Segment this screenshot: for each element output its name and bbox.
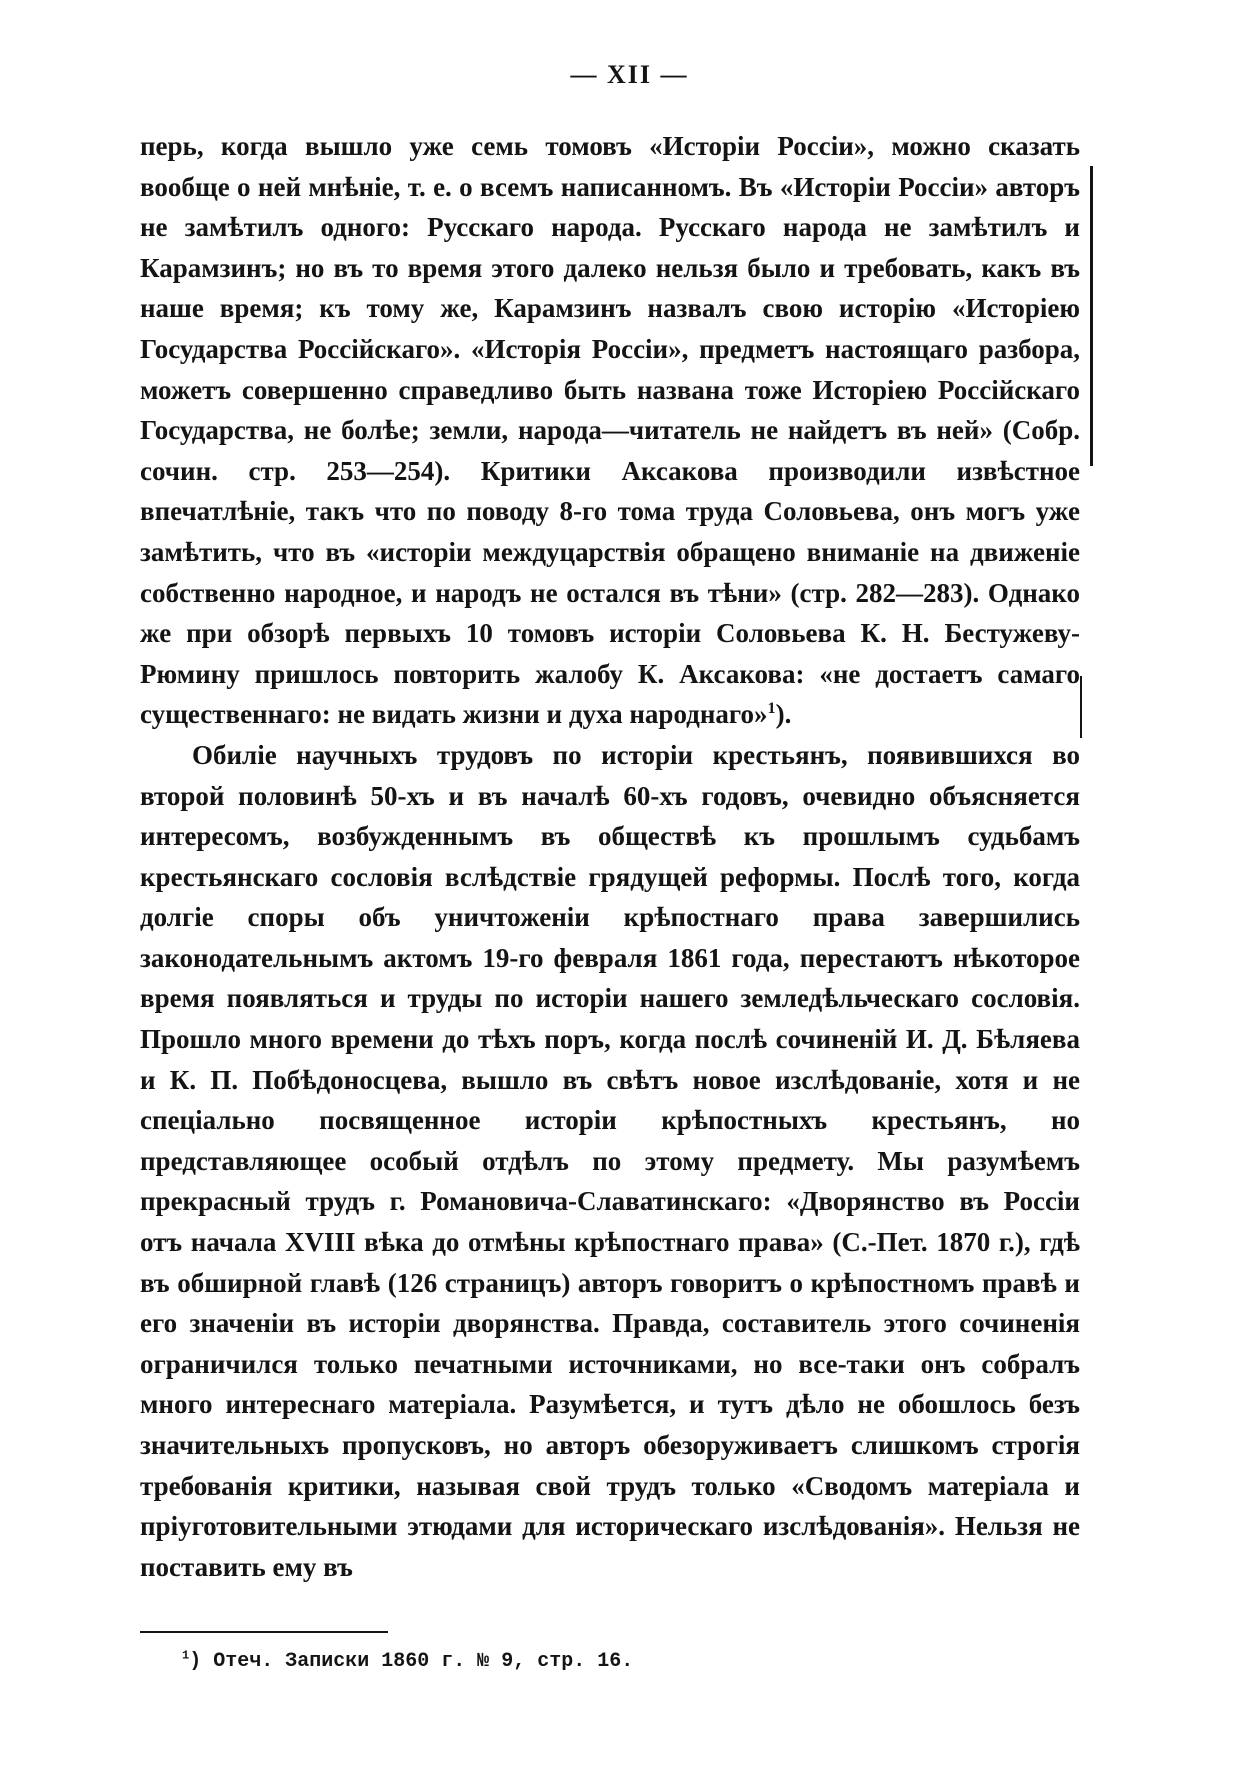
paragraph-closing: ). xyxy=(775,699,792,730)
footnote-divider xyxy=(140,1631,388,1633)
paragraph-text: перь, когда вышло уже семь томовъ «Исторіи Россіи», можно сказать вообще о ней мнѣніе, т. е. о всемъ написанномъ. Въ «Исторіи Россіи» авторъ не замѣтилъ одного: Русскаго народа. Русскаго народа не замѣтилъ и Карамзинъ; но въ то время этого далеко нельзя было и требовать, какъ въ наше время; къ тому же, Карамзинъ назвалъ свою исторію «Исторіею Государства Россійскаго». «Исторія Россіи», предметъ настоящаго разбора, можетъ совершенно справедливо быть названа тоже Исторіею Россійскаго Государства, не болѣе; земли, народа—читатель не найдетъ въ ней» (Собр. сочин. стр. 253—254). Критики Аксакова производили извѣстное впечатлѣніе, такъ что по поводу 8-го тома труда Соловьева, онъ могъ уже замѣтить, что въ «исторіи междуцарствія обращено вниманіе на движеніе собственно народное, и народъ не остался въ тѣни» (стр. 282—283). Однако же при обзорѣ первыхъ 10 томовъ исторіи Соловьева К. Н. Бестужеву-Рюмину пришлось повторить жалобу К. Аксакова: «не достаетъ самаго существеннаго: не видать жизни и духа народнаго» xyxy=(140,131,1080,730)
paragraph-text: Обиліе научныхъ трудовъ по исторіи крестьянъ, появившихся во второй половинѣ 50-хъ и въ началѣ 60-хъ годовъ, очевидно объясняется интересомъ, возбужденнымъ въ обществѣ къ прошлымъ судьбамъ крестьянскаго сословія вслѣдствіе грядущей реформы. Послѣ того, когда долгіе споры объ уничтоженіи крѣпостнаго права завершились законодательнымъ актомъ 19-го февраля 1861 года, перестаютъ нѣкоторое время появляться и труды по исторіи нашего земледѣльческаго сословія. Прошло много времени до тѣхъ поръ, когда послѣ сочиненій И. Д. Бѣляева и К. П. Побѣдоносцева, вышло въ свѣтъ новое изслѣдованіе, хотя и не спеціально посвященное исторіи крѣпостныхъ крестьянъ, но представляющее особый отдѣлъ по этому предмету. Мы разумѣемъ прекрасный трудъ г. Романовича-Славатинскаго: «Дворянство въ Россіи отъ начала XVIII вѣка до отмѣны крѣпостнаго права» (С.-Пет. 1870 г.), гдѣ въ обширной главѣ (126 страницъ) авторъ говоритъ о крѣпостномъ правѣ и его значеніи въ исторіи дворянства. Правда, составитель этого сочиненія ограничился только печатными источниками, но все-таки онъ собралъ много интереснаго матеріала. Разумѣется, и тутъ дѣло не обошлось безъ значительныхъ пропусковъ, но авторъ обезоруживаетъ слишкомъ строгія требованія критики, называя свой трудъ только «Сводомъ матеріала и пріуготовительными этюдами для историческаго изслѣдованія». Нельзя не поставить ему въ xyxy=(140,739,1080,1582)
margin-mark-lower xyxy=(1080,676,1082,738)
paragraph xyxy=(140,735,1080,1587)
footnote-text: ) Отеч. Записки 1860 г. № 9, стр. 16. xyxy=(189,1650,634,1673)
body-text xyxy=(140,126,1080,1587)
paragraph-continuation xyxy=(140,126,1080,735)
margin-mark-upper xyxy=(1090,166,1093,466)
footnote-marker: 1 xyxy=(182,1648,190,1663)
page-number: — XII — xyxy=(570,60,689,89)
footnote-reference: 1 xyxy=(767,699,776,718)
footnote xyxy=(182,1648,633,1676)
